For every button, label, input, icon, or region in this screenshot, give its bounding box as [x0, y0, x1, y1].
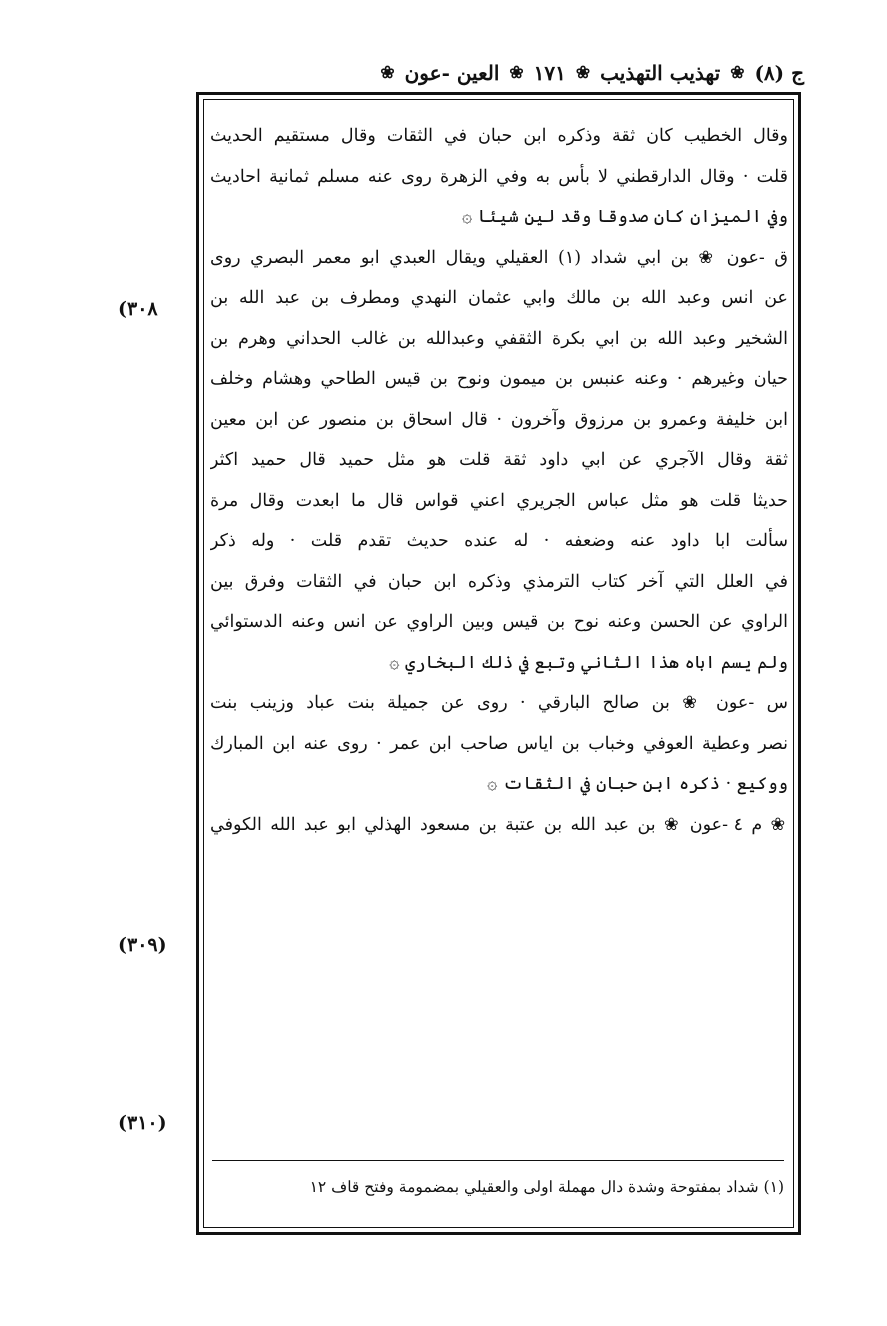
book-title: تهذيب التهذيب: [600, 61, 721, 85]
ornament-icon: ❀: [509, 63, 524, 83]
text-line: حيان وغيرهم · وعنه عنبس بن ميمون ونوح بن قيس الطاحي وهشام وخلف: [210, 369, 788, 389]
text-line: نصر وعطية العوفي وخباب بن اياس صاحب ابن عمر · روى عنه ابن المبارك: [210, 733, 788, 754]
ornament-icon: ❀: [575, 63, 591, 83]
volume-label: ج (٨): [754, 61, 804, 85]
text-line: الراوي عن الحسن وعنه نوح بن قيس وبين الراوي عن انس وعنه الدستوائي: [210, 612, 788, 632]
text-line: سألت ابا داود عنه وضعفه · له عنده حديث تقدم قلت · وله ذكر: [210, 531, 788, 551]
footnote-divider: [212, 1160, 784, 1161]
text-line: ولم يسم اباه هذا الثاني وتبع في ذلك البخاري ۞: [389, 652, 788, 673]
text-line: ووكيع · ذكره ابن حبان في الثقات ۞: [487, 774, 788, 794]
ornament-icon: ❀: [380, 63, 395, 83]
entry-heading-line: س -عون ❀ بن صالح البارقي · روى عن جميلة بنت عباد وزينب بنت: [210, 693, 788, 713]
text-line: قلت · وقال الدارقطني لا بأس به وفي الزهرة روى عنه مسلم ثمانية احاديث: [210, 166, 788, 187]
text-line: حديثا قلت هو مثل عباس الجريري اعني قواس قال ما ابعدت وقال مرة: [210, 490, 788, 511]
text-line: في العلل التي آخر كتاب الترمذي وذكره ابن حبان في الثقات وفرق بين: [210, 571, 788, 592]
text-line: ابن خليفة وعمرو بن مرزوق وآخرون · قال اسحاق بن منصور عن ابن معين: [210, 409, 788, 430]
text-line: عن انس وعبد الله بن مالك وابي عثمان النهدي ومطرف بن عبد الله بن: [210, 288, 788, 308]
page-number: ١٧١: [533, 61, 566, 85]
entry-number: (٣٠٩): [118, 934, 167, 956]
text-line: ثقة وقال الآجري عن ابي داود ثقة قلت هو مثل حميد قال حميد اكثر: [210, 450, 788, 470]
text-line: وفي الميزان كان صدوقا وقد لين شيئا ۞: [461, 207, 788, 227]
text-line: الشخير وعبد الله بن ابي بكرة الثقفي وعبدالله بن غالب الحداني وهرم بن: [210, 328, 788, 349]
entry-number: (٣٠٨: [118, 298, 158, 320]
section-title: العين -عون: [404, 61, 500, 85]
text-line: وقال الخطيب كان ثقة وذكره ابن حبان في الثقات وقال مستقيم الحديث: [210, 126, 788, 146]
entry-heading-line: ❀ م ٤ -عون ❀ بن عبد الله بن عتبة بن مسعود الهذلي ابو عبد الله الكوفي: [210, 814, 788, 835]
entry-heading-line: ق -عون ❀ بن ابي شداد (١) العقيلي ويقال العبدي ابو معمر البصري روى: [210, 247, 788, 268]
entry-number: (٣١٠): [118, 1112, 167, 1134]
running-header: [192, 54, 804, 92]
ornament-icon: ❀: [730, 63, 745, 83]
main-text: [210, 116, 788, 845]
footnote: (١) شداد بمفتوحة وشدة دال مهملة اولى والعقيلي بمضمومة وفتح قاف ١٢: [309, 1178, 784, 1196]
